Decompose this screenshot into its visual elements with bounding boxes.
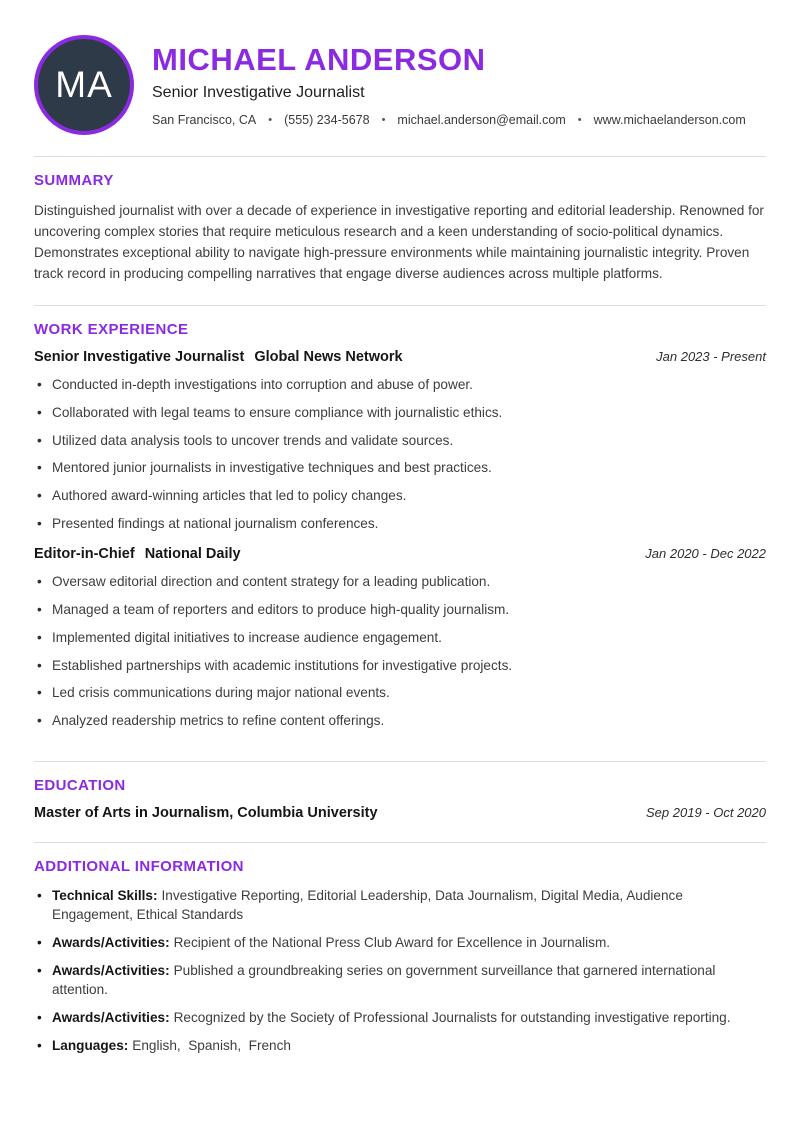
work-experience-heading: WORK EXPERIENCE <box>34 321 189 339</box>
additional-item-label: Languages: <box>52 1037 129 1053</box>
contact-row <box>152 113 746 127</box>
job-header <box>34 349 766 365</box>
additional-item-label: Awards/Activities: <box>52 1009 170 1025</box>
additional-information-list <box>34 886 766 1055</box>
education-degree: Master of Arts in Journalism, Columbia University <box>34 804 378 821</box>
job-company: National Daily <box>144 546 241 563</box>
job-bullet: • Mentored junior journalists in investigative techniques and best practices. <box>34 458 766 478</box>
additional-item-text: Recognized by the Society of Professional Journalists for outstanding investigative reporting. <box>173 1009 731 1025</box>
education-entry <box>34 805 766 821</box>
job-bullet: • Oversaw editorial direction and content strategy for a leading publication. <box>34 572 766 592</box>
resume-header <box>34 35 766 135</box>
education-section <box>34 761 766 821</box>
job-bullet-list <box>34 375 766 533</box>
contact-separator: • <box>268 114 273 127</box>
avatar-initials: MA <box>55 64 113 105</box>
job-bullet: • Authored award-winning articles that led to policy changes. <box>34 486 766 506</box>
job-bullet-list <box>34 572 766 730</box>
additional-item-label: Technical Skills: <box>52 887 158 903</box>
additional-item-awards <box>34 933 766 952</box>
job-bullet: • Utilized data analysis tools to uncover trends and validate sources. <box>34 431 766 451</box>
additional-information-section <box>34 842 766 1055</box>
job-dates: Jan 2020 - Dec 2022 <box>645 546 766 562</box>
additional-item-text: Recipient of the National Press Club Award for Excellence in Journalism. <box>173 934 611 950</box>
additional-item-languages <box>34 1036 766 1055</box>
job-title: Editor-in-Chief <box>34 546 135 563</box>
contact-email: michael.anderson@email.com <box>397 113 566 128</box>
additional-item-awards <box>34 1008 766 1027</box>
contact-separator: • <box>381 114 386 127</box>
job-bullet: • Established partnerships with academic institutions for investigative projects. <box>34 656 766 676</box>
header-info <box>152 43 746 127</box>
additional-item-label: Awards/Activities: <box>52 962 170 978</box>
job-title: Senior Investigative Journalist <box>34 349 245 366</box>
job-bullet: • Managed a team of reporters and editors to produce high-quality journalism. <box>34 600 766 620</box>
additional-item-text: Investigative Reporting, Editorial Leadership, Data Journalism, Digital Media, Audience Engagement, Ethical Standards <box>52 887 687 922</box>
education-dates: Sep 2019 - Oct 2020 <box>646 804 766 820</box>
education-heading: EDUCATION <box>34 776 126 794</box>
candidate-title: Senior Investigative Journalist <box>152 84 365 102</box>
job-company: Global News Network <box>254 349 403 366</box>
job-entry <box>34 546 766 730</box>
job-header <box>34 546 766 562</box>
job-bullet: • Conducted in-depth investigations into corruption and abuse of power. <box>34 375 766 395</box>
job-entry <box>34 349 766 533</box>
summary-heading: SUMMARY <box>34 172 114 189</box>
contact-separator: • <box>577 114 582 127</box>
additional-item-awards <box>34 961 766 999</box>
additional-item-text: Published a groundbreaking series on government surveillance that garnered international attention. <box>52 962 720 997</box>
additional-item-label: Awards/Activities: <box>52 934 170 950</box>
job-bullet: • Implemented digital initiatives to increase audience engagement. <box>34 628 766 648</box>
job-title-company <box>34 546 241 562</box>
job-bullet: • Presented findings at national journalism conferences. <box>34 514 766 534</box>
summary-section <box>34 156 766 284</box>
avatar <box>34 35 134 135</box>
job-bullet: • Collaborated with legal teams to ensure compliance with journalistic ethics. <box>34 403 766 423</box>
additional-information-heading: ADDITIONAL INFORMATION <box>34 857 244 875</box>
additional-item-technical-skills <box>34 886 766 924</box>
contact-location: San Francisco, CA <box>152 113 257 128</box>
job-title-company <box>34 349 403 365</box>
contact-phone: (555) 234-5678 <box>284 113 370 128</box>
contact-website: www.michaelanderson.com <box>593 113 746 128</box>
job-dates: Jan 2023 - Present <box>656 349 766 365</box>
job-bullet: • Led crisis communications during major national events. <box>34 683 766 703</box>
additional-item-text: English, Spanish, French <box>132 1037 291 1053</box>
job-bullet: • Analyzed readership metrics to refine content offerings. <box>34 711 766 731</box>
summary-text: Distinguished journalist with over a decade of experience in investigative reporting and editorial leadership. Renowned for uncovering complex stories that require meticulous research and a keen understanding of socio-political dynamics. Demonstrates exceptional ability to navigate high-pressure environments while maintaining journalistic integrity. Proven track record in producing compelling narratives that engage diverse audiences across multiple platforms. <box>34 203 764 282</box>
work-experience-section <box>34 305 766 730</box>
candidate-name: MICHAEL ANDERSON <box>152 41 486 77</box>
